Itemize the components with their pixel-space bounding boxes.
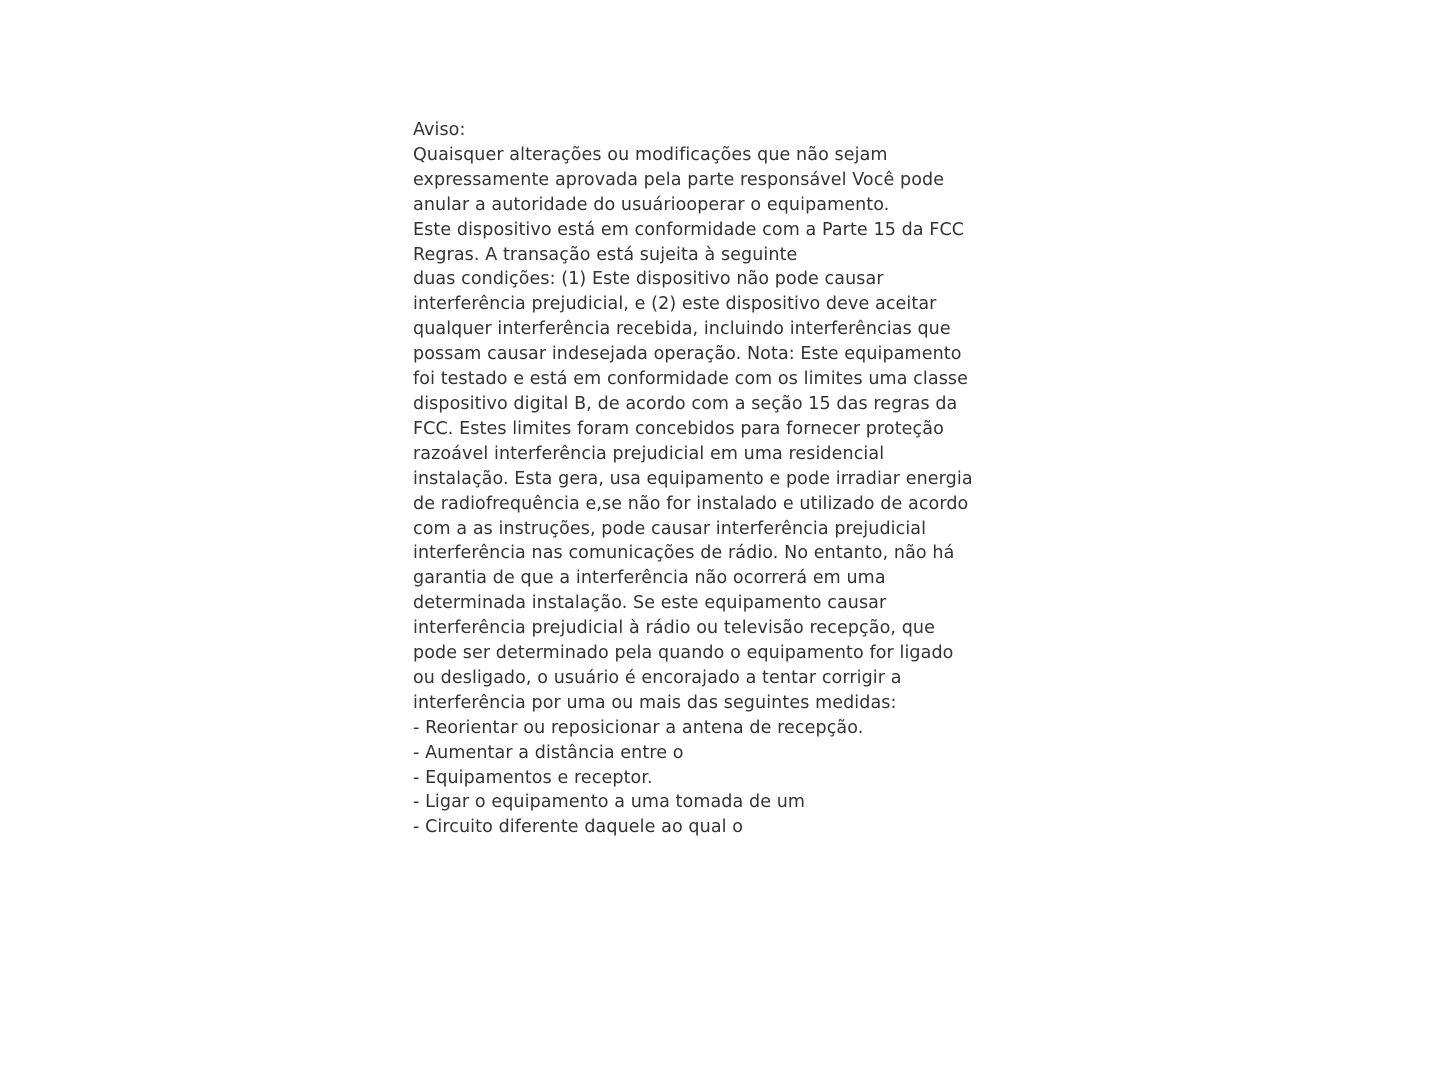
- notice-line: interferência por uma ou mais das seguintes medidas:: [413, 692, 897, 713]
- notice-line: expressamente aprovada pela parte responsável Você pode: [413, 169, 945, 190]
- notice-line: qualquer interferência recebida, incluindo interferências que: [413, 319, 951, 340]
- notice-line: possam causar indesejada operação. Nota: Este equipamento: [413, 344, 962, 365]
- notice-line: garantia de que a interferência não ocorrerá em uma: [413, 568, 886, 589]
- notice-line: determinada instalação. Se este equipamento causar: [413, 593, 887, 614]
- notice-line: de radiofrequência e,se não for instalado e utilizado de acordo: [413, 493, 969, 514]
- notice-line: ou desligado, o usuário é encorajado a tentar corrigir a: [413, 667, 902, 688]
- notice-list-item: - Reorientar ou reposicionar a antena de recepção.: [413, 717, 864, 738]
- notice-line: dispositivo digital B, de acordo com a seção 15 das regras da: [413, 393, 958, 414]
- notice-line: duas condições: (1) Este dispositivo não pode causar: [413, 269, 884, 290]
- notice-line: anular a autoridade do usuáriooperar o equipamento.: [413, 194, 890, 215]
- notice-line: instalação. Esta gera, usa equipamento e pode irradiar energia: [413, 468, 973, 489]
- notice-line: Quaisquer alterações ou modificações que não sejam: [413, 144, 888, 165]
- notice-line: interferência prejudicial à rádio ou televisão recepção, que: [413, 618, 935, 639]
- notice-line: interferência nas comunicações de rádio. No entanto, não há: [413, 543, 955, 564]
- notice-line: Regras. A transação está sujeita à seguinte: [413, 244, 798, 265]
- notice-heading: Aviso:: [413, 120, 466, 140]
- notice-line: foi testado e está em conformidade com os limites uma classe: [413, 369, 968, 390]
- fcc-notice-text: [413, 118, 1053, 840]
- notice-list-item: - Aumentar a distância entre o: [413, 742, 684, 763]
- notice-list-item: - Ligar o equipamento a uma tomada de um: [413, 792, 806, 813]
- notice-list-item: - Equipamentos e receptor.: [413, 767, 653, 788]
- notice-line: com a as instruções, pode causar interferência prejudicial: [413, 518, 927, 539]
- notice-line: pode ser determinado pela quando o equipamento for ligado: [413, 643, 954, 664]
- notice-line: interferência prejudicial, e (2) este dispositivo deve aceitar: [413, 294, 937, 315]
- notice-line: razoável interferência prejudicial em uma residencial: [413, 443, 885, 464]
- notice-line: Este dispositivo está em conformidade com a Parte 15 da FCC: [413, 219, 965, 240]
- notice-line: FCC. Estes limites foram concebidos para fornecer proteção: [413, 418, 944, 439]
- notice-list-item: - Circuito diferente daquele ao qual o: [413, 817, 744, 838]
